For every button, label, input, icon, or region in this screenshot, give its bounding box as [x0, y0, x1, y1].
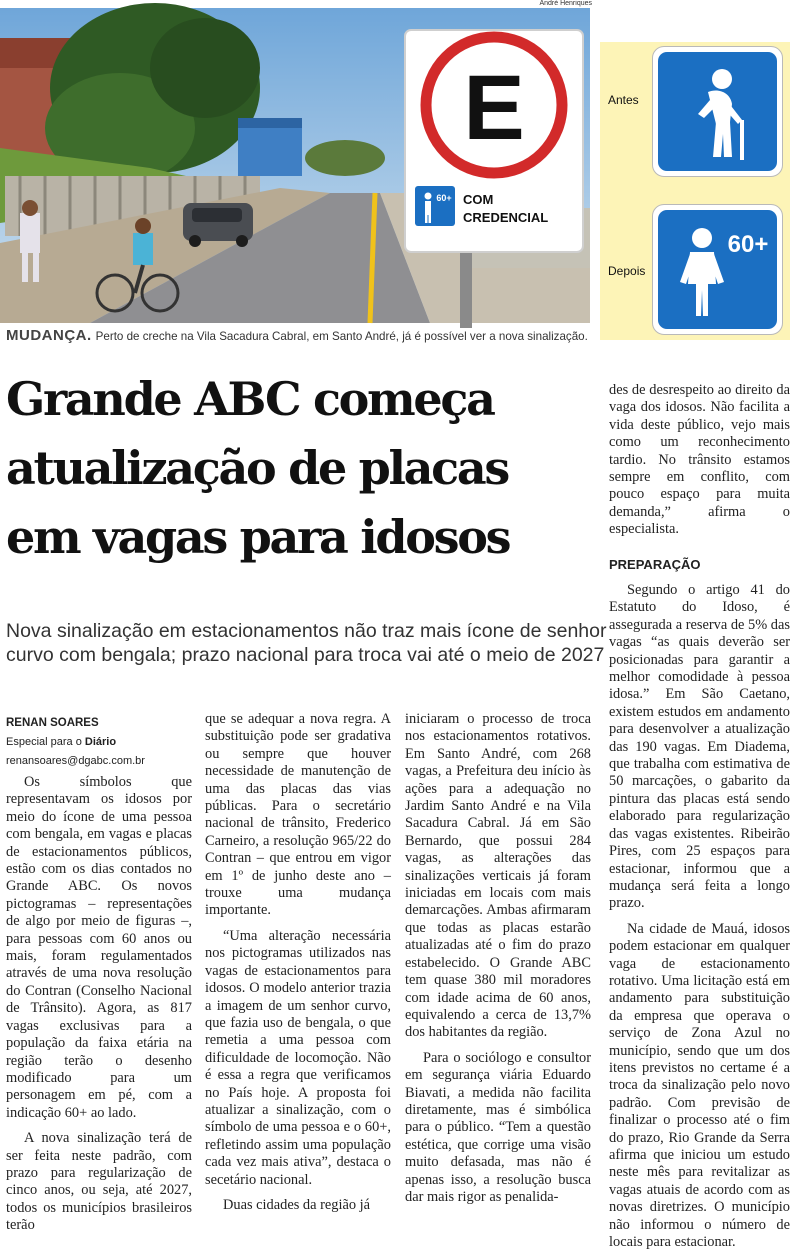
- before-label: Antes: [608, 93, 639, 107]
- byline: [6, 716, 192, 770]
- sign-text-line1: COM: [463, 192, 494, 207]
- paragraph: “Uma alteração necessária nos pictogramas utilizados nas vagas de estacionamentos para idosos. O modelo anterior trazia a imagem de um senhor curvo, que fazia uso de bengala, o que remetia a uma pessoa com dificuldade de locomoção. Não é essa a regra que verificamos no País hoje. A proposta foi atualizar a sinalização, com o símbolo de uma pessoa e o 60+, refletindo assim uma população cada vez mais ativa”, destaca o secetário nacional.: [205, 927, 391, 1188]
- article-column-3: [405, 711, 591, 1206]
- sign-age-label: 60+: [436, 193, 452, 203]
- author-name: RENAN SOARES: [6, 717, 99, 729]
- paragraph: que se adequar a nova regra. A substituição pode ser gradativa ou sempre que houver necessidade de manutenção de uma das placas das vias públicas. Para o secretário nacional de trânsito, Frederico Carneiro, a resolução 965/22 do Contran – que entrou em vigor em 1º de junho deste ano – trouxe uma mudança importante.: [205, 711, 391, 919]
- subheadline: [6, 619, 607, 667]
- author-role-prefix: Especial para o: [6, 736, 82, 748]
- outlet-name: Diário: [84, 736, 117, 748]
- paragraph: Segundo o artigo 41 do Estatuto do Idoso, é assegurada a reserva de 5% das vagas “as quais deverão ser posicionadas para garantir a melhor comodidade à pessoa idosa.” Em São Caetano, existem estudos em andamento para desenvolver a atualização das 190 vagas. Em Diadema, que trabalha com estimativa de 50 marcações, o gabarito da pintura das placas está sendo elaborado para regularização das vagas existentes. Ribeirão Pires, com 25 espaços para estacionar, informou que a mudança será feita a longo prazo.: [609, 582, 790, 912]
- street-scene-image: [0, 8, 590, 323]
- new-sign-age-label: 60+: [727, 231, 769, 258]
- sign-text-line2: CREDENCIAL: [463, 210, 549, 225]
- caption-keyword: MUDANÇA.: [6, 327, 92, 344]
- article-column-4: [609, 556, 790, 1251]
- author-role: [6, 731, 192, 753]
- headline-line1: Grande ABC começa: [6, 372, 494, 426]
- subheadline-line1: Nova sinalização em estacionamentos não traz mais ícone de senhor: [6, 620, 607, 642]
- old-pictogram-sign: [652, 46, 783, 177]
- paragraph: Os símbolos que representavam os idosos por meio do ícone de uma pessoa com bengala, em vagas e placas de estacionamentos públicos, estão com os dias contados no Grande ABC. Os novos pictogramas – representações de algo por meio de figuras –, para pessoas com 60 anos ou mais, foram regulamentados através de uma nova resolução do Contran (Conselho Nacional de Trânsito). Agora, as 817 vagas exclusivas para a população da faixa etária na região terão o desenho modificado para um personagem em pé, com a indicação 60+ ao lado.: [6, 774, 192, 1121]
- photo-credit: André Henriques: [539, 0, 592, 7]
- article-column-2: [205, 711, 391, 1214]
- headline-line3: em vagas para idosos: [6, 510, 510, 564]
- article-column-4-top: [609, 382, 790, 539]
- headline: [6, 365, 596, 572]
- subheadline-line2: curvo com bengala; prazo nacional para troca vai até o meio de 2027: [6, 644, 605, 666]
- article-column-1: [6, 774, 192, 1235]
- paragraph: Para o sociólogo e consultor em segurança viária Eduardo Biavati, a medida não facilita diretamente, mas é simbólica para o público. “Tem a questão estética, que corrige uma visão muito defasada, mas não é apenas isso, a resolução busca dar mais rigor as penalida-: [405, 1049, 591, 1205]
- new-pictogram-sign: [652, 204, 783, 335]
- after-label: Depois: [608, 264, 646, 278]
- news-photo: [0, 8, 590, 323]
- paragraph: Duas cidades da região já: [223, 1196, 371, 1213]
- person-standing-60plus-icon: [658, 210, 777, 329]
- section-title: PREPARAÇÃO: [609, 557, 701, 572]
- paragraph: des de desrespeito ao direito da vaga dos idosos. Não facilita a vida deste público, vejo mais como um reconhecimento tardio. No trânsito estamos sempre em conflito, com pouco espaço para muita demanda,” afirma o especialista.: [609, 382, 790, 538]
- author-email: renansoares@dgabc.com.br: [6, 755, 145, 767]
- paragraph: Na cidade de Mauá, idosos podem estacionar em qualquer vaga de estacionamento rotativo. Uma licitação está em andamento para substituição da empresa que operava o serviço de Zona Azul no município, sendo que um dos itens previstos no certame é a troca da sinalização pelo novo padrão. Com previsão de finalizar o processo até o fim do prazo, Rio Grande da Serra afirma que iniciou um estudo neste mês para revitalizar as vagas atuais de acordo com as novas diretrizes. O município não informou o número de locais para estacionar.: [609, 920, 790, 1251]
- photo-caption: [6, 325, 596, 347]
- headline-line2: atualização de placas: [6, 441, 508, 495]
- paragraph: A nova sinalização terá de ser feita neste padrão, com prazo para regularização de cinco anos, ou seja, até 2027, todos os municípios brasileiros terão: [6, 1130, 192, 1234]
- caption-text: Perto de creche na Vila Sacadura Cabral, em Santo André, já é possível ver a nova sinalização.: [95, 330, 588, 343]
- parking-sign-letter: E: [463, 57, 525, 159]
- pictogram-comparison-panel: [600, 42, 790, 340]
- elderly-with-cane-icon: [658, 52, 777, 171]
- paragraph: iniciaram o processo de troca nos estacionamentos rotativos. Em Santo André, com 268 vagas, a Prefeitura deu início às ações para a adequação no Jardim Santo André e na Vila Sacadura Cabral. Já em São Bernardo, que possui 284 vagas, as alterações das sinalizações verticais já foram iniciadas em locais com mais demarcações. Ambas afirmaram que todas as placas estarão atualizadas até o fim do prazo estabelecido. O Grande ABC tem quase 380 mil moradores com idade acima de 60 anos, equivalendo a cerca de 13,7% dos habitantes da região.: [405, 711, 591, 1041]
